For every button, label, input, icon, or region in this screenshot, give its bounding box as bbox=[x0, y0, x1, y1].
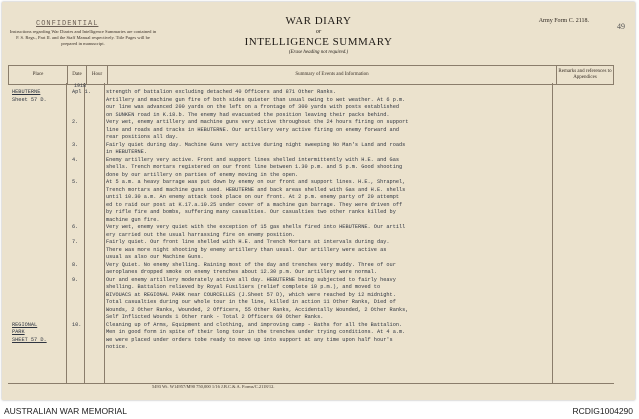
col-summary: Summary of Events and Information bbox=[108, 66, 557, 85]
summary-line: Our and enemy artillery moderately active all day. HEBUTERNE being subjected to fairly heavy bbox=[106, 276, 396, 283]
summary-line: our line was advanced 200 yards on the left on a frontage of 300 yards with posts established bbox=[106, 104, 399, 110]
date-entry: 8. bbox=[72, 261, 79, 268]
col-remarks: Remarks and references to Appendices bbox=[557, 66, 614, 85]
summary-line: notice. bbox=[106, 344, 129, 350]
summary-line: done by our artillery on parties of enemy moving in the open. bbox=[106, 171, 299, 178]
summary-line: by rifle fire and bombs, suffering many casualties. Our casualties two other ranks killed by bbox=[106, 209, 396, 215]
summary-line: we were placed under orders tobe ready to move up into support at any time upon half hour's bbox=[106, 336, 393, 343]
rule-summary-remarks bbox=[552, 83, 553, 383]
bottom-rule bbox=[8, 383, 614, 384]
place-entry: REGIONAL bbox=[12, 321, 38, 328]
summary-line: machine gun fire. bbox=[106, 216, 160, 223]
summary-line: Fairly quiet. Our front line shelled with H.E. and Trench Mortars at intervals during day. bbox=[106, 239, 390, 245]
summary-line: on SUNKEN road in K.18.b. The enemy had evacuated the position leaving their packs behind. bbox=[106, 111, 390, 118]
summary-line: aeroplanes dropped smoke on enemy trenches about 12.30 p.m. Our artillery were normal. bbox=[106, 269, 377, 275]
summary-line: until 10.30 a.m. An enemy attack took place on our front. At 2 p.m. enemy party of 20 attempt bbox=[106, 194, 399, 200]
summary-line: Enemy artillery very active. Front and support lines shelled intermittently with H.E. and Gas bbox=[106, 156, 399, 163]
summary-line: There was more night shooting by enemy artillery than usual. Our artillery were active as bbox=[106, 246, 387, 253]
page-number: 49 bbox=[617, 22, 625, 31]
summary-line: BIVOUACS at REGIONAL PARK near COURCELLES (J.Sheet 57 D), which were reached by 12 midnight. bbox=[106, 291, 396, 298]
date-entry: 9. bbox=[72, 276, 79, 283]
date-entry: 2. bbox=[72, 119, 79, 125]
date-entry: 10. bbox=[72, 321, 82, 328]
archive-credit: AUSTRALIAN WAR MEMORIAL bbox=[4, 406, 127, 416]
place-entry: HEBUTERNE bbox=[12, 89, 41, 95]
summary-line: ery carried out the usual harrassing fire on enemy position. bbox=[106, 231, 296, 238]
summary-line: Very Quiet. No enemy shelling. Raining most of the day and trenches very muddy. Three of our bbox=[106, 261, 396, 268]
col-date: Date bbox=[68, 66, 87, 85]
date-entry: 5. bbox=[72, 179, 79, 185]
summary-line: At 5 a.m. a heavy barrage was put down by enemy on our front and support lines. H.E., Shrapnel, bbox=[106, 179, 406, 185]
summary-line: Trench mortars and machine guns used. HEBUTERNE and back areas shelled with Gas and H.E. shells bbox=[106, 186, 406, 193]
summary-text bbox=[106, 89, 408, 352]
summary-line: Very wet, enemy very quiet with the exception of 15 gas shells fired into HEBUTERNE. Our artill bbox=[106, 224, 406, 230]
col-place: Place bbox=[9, 66, 68, 85]
summary-line: ed to raid our post at K.17.a.10.25 under cover of a machine gun barrage. They were driven off bbox=[106, 201, 403, 208]
place-column bbox=[12, 89, 47, 344]
place-entry: SHEET 57 D. bbox=[12, 336, 47, 343]
column-header-table bbox=[8, 65, 614, 85]
summary-line: Total casualties during our whole tour in the line, killed in action 11 Other Ranks, Died of bbox=[106, 299, 396, 305]
instructions-text: Instructions regarding War Diaries and Intelligence Summaries are contained in F. S. Regs., Part II. and the Staff Manual respectively. Title Pages will be prepared in manuscript. bbox=[9, 29, 157, 46]
summary-line: Wounds, 2 Other Ranks, Wounded, 2 Officers, 55 Other Ranks, Accidentally Wounded, 2 Other Ranks, bbox=[106, 306, 409, 313]
rule-hour-summary bbox=[104, 83, 105, 383]
date-entry: 7. bbox=[72, 239, 79, 245]
summary-line: shelling. Battalion relieved by Royal Fusiliers (relief complete 10 p.m.), and moved to bbox=[106, 284, 381, 290]
date-entry: 4. bbox=[72, 156, 79, 163]
col-hour: Hour bbox=[87, 66, 108, 85]
record-id: RCDIG1004290 bbox=[572, 406, 633, 416]
title-or: or bbox=[315, 29, 322, 35]
intelligence-summary-title: INTELLIGENCE SUMMARY bbox=[244, 36, 393, 48]
summary-line: line and roads and tracks in HEBUTERNE. Our artillery very active firing on enemy forward and bbox=[106, 126, 399, 133]
date-entry: 6. bbox=[72, 224, 79, 230]
place-entry: PARK bbox=[12, 329, 25, 335]
summary-line: Artillery and machine gun fire of both sides quieter than usual owing to wet weather. At 6 p.m. bbox=[106, 96, 406, 103]
summary-line: shells. Trench mortars registered on our front line between 1.30 p.m. and 5 p.m. Good shooting bbox=[106, 164, 403, 170]
date-entry: Apl 1. bbox=[72, 89, 91, 95]
confidential-stamp: CONFIDENTIAL bbox=[36, 20, 99, 28]
date-column bbox=[72, 89, 91, 329]
summary-line: rear positions all day. bbox=[106, 134, 179, 140]
print-footer: 5493 Wt. W14957/M90 750,000 1/16 J.B.C.& A. Forms/C.2118/12. bbox=[152, 384, 275, 389]
summary-line: in HEBUTERNE. bbox=[106, 149, 147, 155]
summary-line: Men in good form in spite of their long tour in the trenches under trying conditions. At 4 a.m. bbox=[106, 329, 406, 335]
place-entry: Sheet 57 D. bbox=[12, 96, 47, 103]
erase-note: (Erase heading not required.) bbox=[288, 50, 349, 55]
summary-line: Fairly quiet during day. Machine Guns very active during night sweeping No Man's Land and roads bbox=[106, 141, 406, 148]
summary-line: Self Inflicted Wounds 1 Other rank - Total 2 Officers 69 Other Ranks. bbox=[106, 314, 324, 320]
summary-line: strength of battalion excluding detached 40 Officers and 871 Other Ranks. bbox=[106, 89, 336, 95]
summary-line: usual as also our Machine Guns. bbox=[106, 254, 204, 260]
rule-place-date bbox=[66, 83, 67, 383]
summary-line: Very wet, enemy artillery and machine guns very active throughout the 24 hours firing on support bbox=[106, 119, 409, 125]
war-diary-title: WAR DIARY bbox=[285, 15, 352, 27]
diary-page: CONFIDENTIAL Instructions regarding War Diaries and Intelligence Summaries are contained in F. S. Regs., Part II. and the Staff Manual respectively. Title Pages will be prepared in manuscript. WAR DIARY or INTELLIGENCE SUMMARY (Erase heading not required.) Army Form C. 2118. 49 Place Date Hour Summary of Events and Information Remarks and references to Appendices 1918 HEBUTERNE Sheet 57 D. REGIONAL PARK SHEET 57 D. Apl 1. 2. 3. 4. 5. 6. 7. 8. 9. 10. strength of battalion excluding detached 40 Officers and 871 Other Ranks. Artillery and machine gun fire of both sides quieter than usual owing to wet weather. At 6 p.m. our line was advanced 200 yards on the left on a frontage of 300 yards with posts established on SUNKEN road in K.18.b. The enemy had evacuated the position leaving their packs behind. Very wet, enemy artillery and machine guns very active throughout the 24 hours firing on support line and roads and tracks in HEBUTERNE. Our artillery very active firing on enemy forward and rear positions all day. Fairly quiet during day. Machine Guns very active during night sweeping No Man's Land and roads in HEBUTERNE. Enemy artillery very active. Front and support lines shelled intermittently with H.E. and Gas shells. Trench mortars registered on our front line between 1.30 p.m. and 5 p.m. Good shooting done by our artillery on parties of enemy moving in the open. At 5 a.m. a heavy barrage was put down by enemy on our front and support lines. H.E., Shrapnel, Trench mortars and machine guns used. HEBUTERNE and back areas shelled with Gas and H.E. shells until 10.30 a.m. An enemy attack took place on our front. At 2 p.m. enemy party of 20 attempt ed to raid our post at K.17.a.10.25 under cover of a machine gun barrage. They were driven off by rifle fire and bombs, suffering many casualties. Our casualties two other ranks killed by machine gun fire. Very wet, enemy very quiet with the exception of 15 gas shells fired into HEBUTERNE. Our artill ery carried out the usual harrassing fire on enemy position. Fairly quiet. Our front line shelled with H.E. and Trench Mortars at intervals during day. There was more night shooting by enemy artillery than usual. Our artillery were active as usual as also our Machine Guns. Very Quiet. No enemy shelling. Raining most of the day and trenches very muddy. Three of our aeroplanes dropped smoke on enemy trenches about 12.30 p.m. Our artillery were normal. Our and enemy artillery moderately active all day. HEBUTERNE being subjected to fairly heavy shelling. Battalion relieved by Royal Fusiliers (relief complete 10 p.m.), and moved to BIVOUACS at REGIONAL PARK near COURCELLES (J.Sheet 57 D), which were reached by 12 midnight. Total casualties during our whole tour in the line, killed in action 11 Other Ranks, Died of Wounds, 2 Other Ranks, Wounded, 2 Officers, 55 Other Ranks, Accidentally Wounded, 2 Other Ranks, Self Inflicted Wounds 1 Other rank - Total 2 Officers 69 Other Ranks. Cleaning up of Arms, Equipment and clothing, and improving camp - Baths for all the Battalion. Men in good form in spite of their long tour in the trenches under trying conditions. At 4 a.m. we were placed under orders tobe ready to move up into support at any time upon half hour's notice. 5493 Wt. W14957/M90 750,000 1/16 J.B.C.& A. Forms/C.2118/12. bbox=[2, 2, 635, 400]
summary-line: Cleaning up of Arms, Equipment and clothing, and improving camp - Baths for all the Battalion. bbox=[106, 321, 403, 328]
date-entry: 3. bbox=[72, 141, 79, 148]
army-form-number: Army Form C. 2118. bbox=[538, 18, 589, 24]
